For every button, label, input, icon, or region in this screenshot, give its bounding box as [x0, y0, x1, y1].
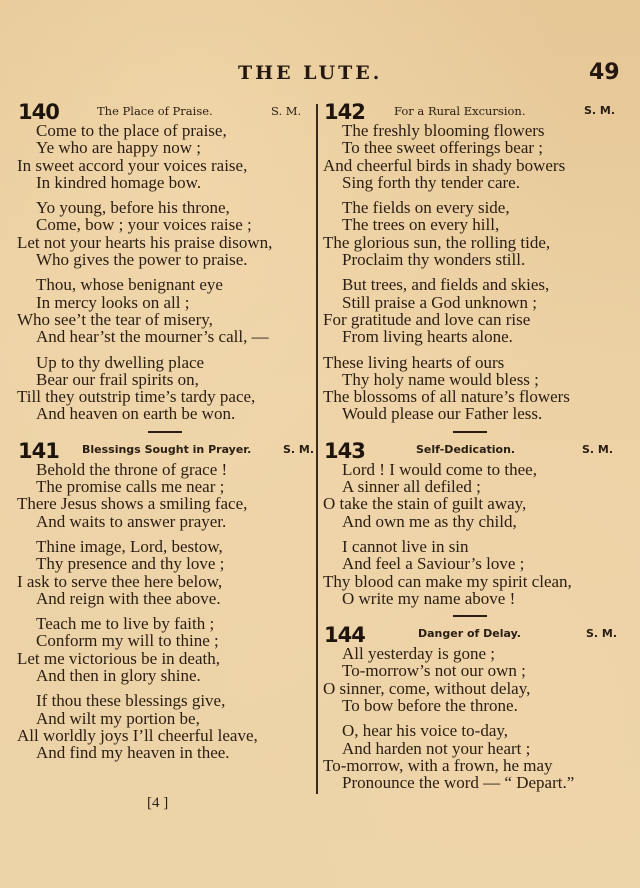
verse-line: Thy blood can make my spirit clean,	[323, 571, 572, 591]
verse-line: And harden not your heart ;	[342, 738, 531, 758]
verse-line: The fields on every side,	[342, 198, 510, 218]
verse-line: To-morrow, with a frown, he may	[323, 755, 553, 775]
hymn-meter: S. M.	[582, 442, 614, 456]
verse-line: Thy holy name would bless ;	[342, 369, 539, 389]
verse-line: Lord ! I would come to thee,	[342, 459, 537, 479]
verse-line: These living hearts of ours	[323, 352, 505, 372]
stanza	[320, 461, 620, 530]
hymn-title: Blessings Sought in Prayer.	[82, 442, 252, 456]
verse-line: Proclaim thy wonders still.	[342, 250, 526, 270]
verse-line: Come to the place of praise,	[36, 121, 227, 140]
verse-line: All yesterday is gone ;	[342, 644, 495, 664]
verse-line: Thine image, Lord, bestow,	[36, 536, 223, 556]
verse-line: And waits to answer prayer.	[36, 511, 227, 531]
hymn-number: 142	[324, 100, 365, 124]
verse-line: In kindred homage bow.	[36, 172, 202, 192]
verse-line: Thy presence and thy love ;	[36, 554, 225, 574]
verse-line: Come, bow ; your voices raise ;	[36, 215, 252, 235]
stanza	[14, 276, 316, 345]
stanza	[14, 461, 316, 530]
hymn-number: 143	[324, 438, 365, 463]
verse-line: To thee sweet offerings bear ;	[342, 138, 544, 158]
verse-line: And feel a Saviour’s love ;	[342, 554, 525, 574]
verse-line: The freshly blooming flowers	[342, 121, 545, 140]
stanza	[320, 722, 620, 791]
verse-line: A sinner all defiled ;	[342, 477, 481, 497]
verse-line: Who see’t the tear of misery,	[17, 309, 213, 329]
section-rule	[148, 431, 182, 433]
hymn-header	[320, 623, 620, 648]
signature-mark: [4 ]	[147, 795, 169, 811]
verse-line: And own me as thy child,	[342, 511, 517, 531]
verse-line: Let not your hearts his praise disown,	[17, 232, 273, 252]
section-rule	[453, 431, 487, 433]
verse-line: For gratitude and love can rise	[323, 309, 531, 329]
verse-line: Pronounce the word — “ Depart.”	[342, 773, 575, 793]
hymn-header	[14, 439, 316, 461]
verse-line: In mercy looks on all ;	[36, 292, 190, 312]
stanza	[14, 538, 316, 607]
hymn-meter: S. M.	[584, 104, 616, 117]
verse-line: Conform my will to thine ;	[36, 631, 219, 651]
hymn-number: 141	[18, 438, 59, 463]
verse-line: Behold the throne of grace !	[36, 459, 228, 479]
running-head	[0, 62, 640, 88]
verse-line: From living hearts alone.	[342, 327, 513, 347]
verse-line: To-morrow’s not our own ;	[342, 661, 526, 681]
stanza	[14, 199, 316, 268]
verse-line: O, hear his voice to-day,	[342, 721, 509, 741]
stanza	[320, 122, 620, 191]
stanza	[14, 692, 316, 761]
verse-line: The trees on every hill,	[342, 215, 500, 235]
verse-line: The glorious sun, the rolling tide,	[323, 232, 551, 252]
page-number: 49	[589, 60, 620, 85]
running-title: THE LUTE.	[238, 62, 383, 84]
verse-line: In sweet accord your voices raise,	[17, 155, 248, 175]
hymn-144	[320, 623, 620, 791]
stanza	[14, 122, 316, 191]
section-rule	[453, 615, 487, 617]
stanza	[320, 645, 620, 714]
hymn-header	[320, 100, 620, 122]
verse-line: Bear our frail spirits on,	[36, 369, 199, 389]
verse-line: And cheerful birds in shady bowers	[323, 155, 566, 175]
stanza	[14, 354, 316, 423]
hymn-title: Danger of Delay.	[418, 627, 521, 641]
verse-line: O take the stain of guilt away,	[323, 494, 527, 514]
verse-line: To bow before the throne.	[342, 696, 518, 716]
verse-line: Ye who are happy now ;	[36, 138, 201, 158]
column-divider	[316, 104, 318, 794]
stanza	[320, 538, 620, 607]
hymn-141	[14, 439, 316, 762]
verse-line: O sinner, come, without delay,	[323, 678, 531, 698]
verse-line: And wilt my portion be,	[36, 708, 200, 728]
hymn-143	[320, 439, 620, 607]
verse-line: And heaven on earth be won.	[36, 404, 236, 424]
hymn-meter: S. M.	[586, 627, 618, 641]
hymn-meter: S. M.	[283, 442, 315, 456]
verse-line: Teach me to live by faith ;	[36, 614, 215, 634]
verse-line: O write my name above !	[342, 588, 516, 608]
verse-line: Still praise a God unknown ;	[342, 292, 538, 312]
verse-line: And then in glory shine.	[36, 666, 201, 686]
stanza	[14, 615, 316, 684]
hymn-140	[14, 100, 316, 423]
verse-line: There Jesus shows a smiling face,	[17, 494, 248, 514]
verse-line: Up to thy dwelling place	[36, 352, 205, 372]
verse-line: But trees, and fields and skies,	[342, 275, 550, 295]
verse-line: I cannot live in sin	[342, 536, 469, 556]
hymn-number: 140	[18, 100, 59, 124]
verse-line: And reign with thee above.	[36, 588, 221, 608]
hymn-title: For a Rural Excursion.	[394, 104, 526, 118]
hymn-title: Self-Dedication.	[416, 442, 516, 456]
verse-line: Till they outstrip time’s tardy pace,	[17, 387, 256, 407]
stanza	[320, 276, 620, 345]
stanza	[320, 199, 620, 268]
verse-line: If thou these blessings give,	[36, 691, 226, 711]
right-column	[320, 100, 620, 800]
hymn-header	[320, 439, 620, 461]
stanza	[320, 354, 620, 423]
verse-line: Would please our Father less.	[342, 404, 543, 424]
verse-line: Who gives the power to praise.	[36, 250, 248, 270]
hymn-meter: S. M.	[271, 104, 302, 118]
hymn-number: 144	[324, 623, 365, 648]
verse-line: Sing forth thy tender care.	[342, 172, 520, 192]
hymn-142	[320, 100, 620, 423]
verse-line: And find my heaven in thee.	[36, 743, 230, 763]
verse-line: The blossoms of all nature’s flowers	[323, 387, 570, 407]
left-column	[14, 100, 316, 770]
verse-line: Thou, whose benignant eye	[36, 275, 223, 295]
hymn-header	[14, 100, 316, 122]
verse-line: Yo young, before his throne,	[36, 198, 230, 218]
hymn-title: The Place of Praise.	[97, 104, 213, 118]
verse-line: The promise calls me near ;	[36, 477, 225, 497]
verse-line: I ask to serve thee here below,	[17, 571, 223, 591]
verse-line: All worldly joys I’ll cheerful leave,	[17, 725, 258, 745]
verse-line: And hear’st the mourner’s call, —	[36, 327, 269, 347]
verse-line: Let me victorious be in death,	[17, 648, 220, 668]
